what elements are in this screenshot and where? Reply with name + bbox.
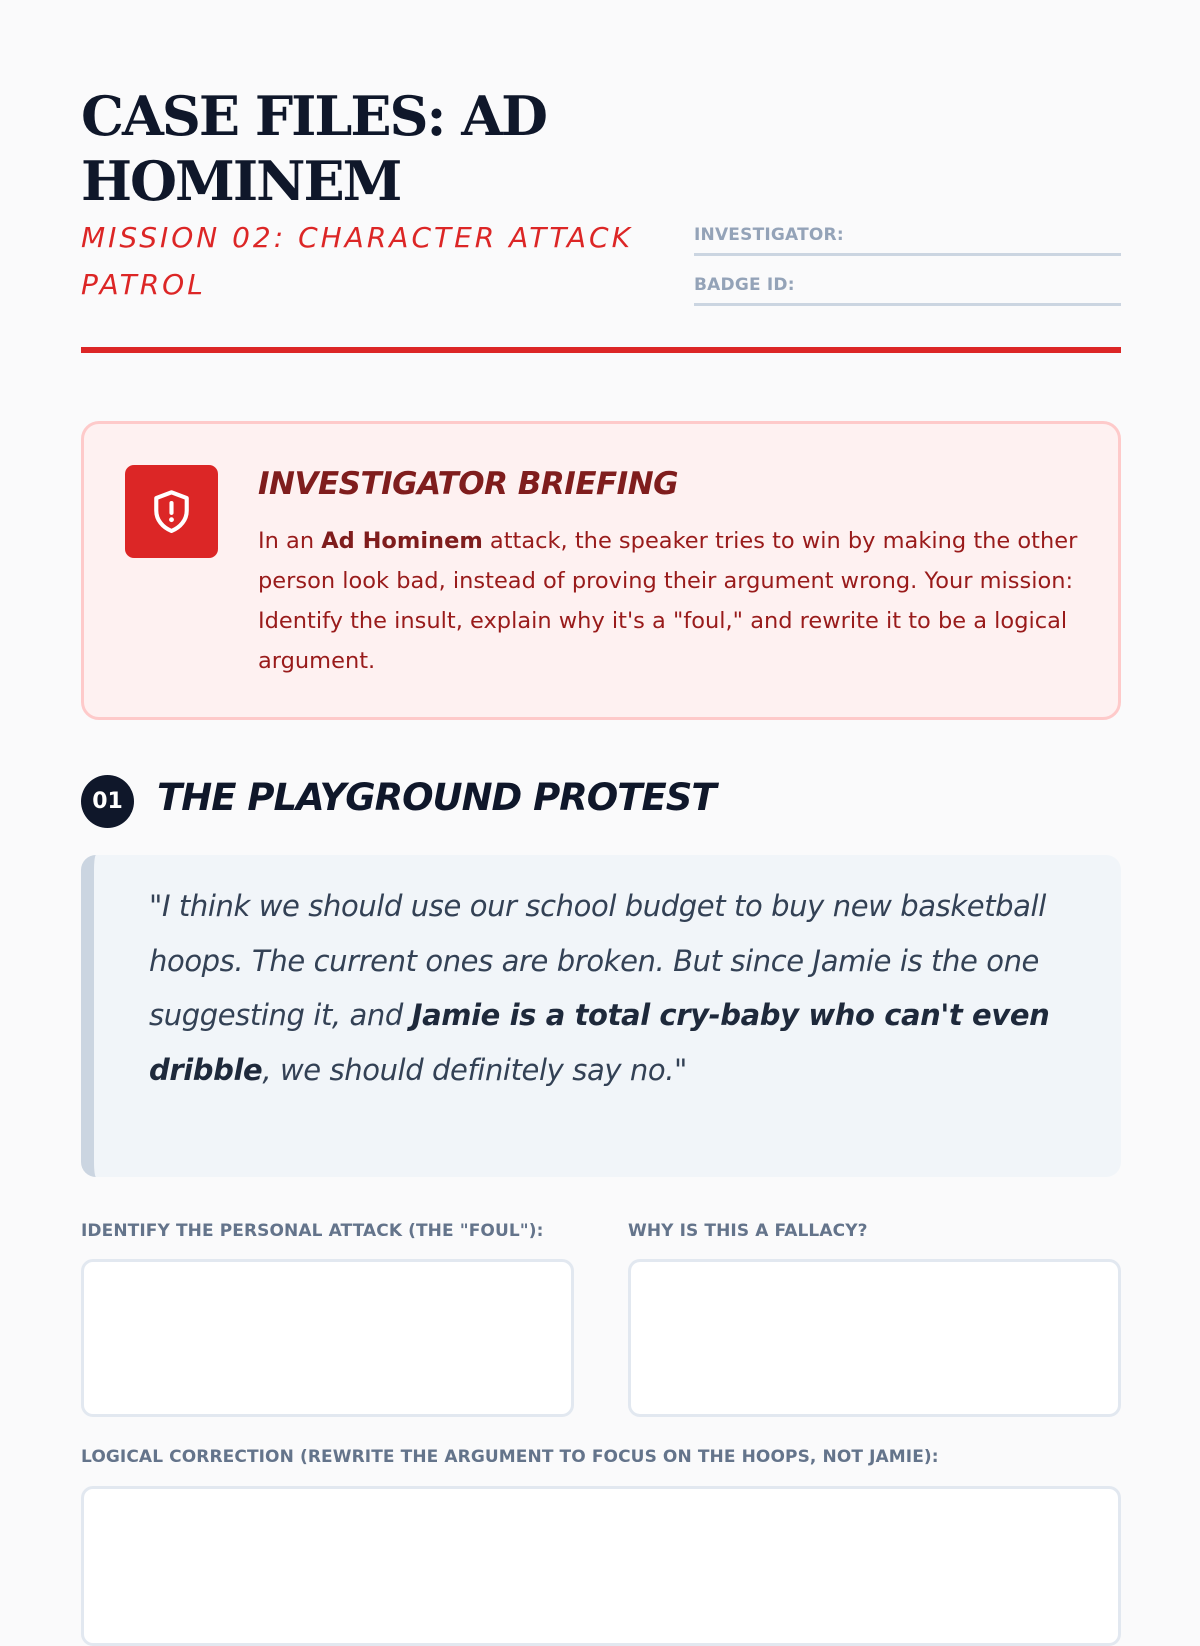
worksheet-page: [81, 0, 1121, 1600]
investigator-field[interactable]: [694, 220, 1121, 256]
logical-correction-answer-box[interactable]: [81, 1486, 1121, 1646]
quote-text-end: , we should definitely say no.": [262, 1052, 687, 1087]
badge-id-label: BADGE ID:: [694, 275, 795, 295]
quote-text-lead: "I think we should use our school budget to buy new basketball hoops. The current ones are broken. But since Jamie is the one suggesting it, and: [149, 889, 1046, 1032]
section-heading: THE PLAYGROUND PROTEST: [157, 776, 716, 819]
page-title: CASE FILES: AD HOMINEM: [81, 84, 547, 213]
mission-subtitle: MISSION 02: CHARACTER ATTACK PATROL: [81, 221, 633, 301]
quote-insult: Jamie is a total cry-baby who can't even dribble: [149, 998, 1050, 1087]
fallacy-reason-answer-box[interactable]: [628, 1259, 1121, 1417]
fallacy-reason-label: WHY IS THIS A FALLACY?: [628, 1221, 868, 1241]
briefing-keyword: Ad Hominem: [321, 528, 483, 554]
briefing-heading: INVESTIGATOR BRIEFING: [258, 466, 679, 502]
investigator-briefing: [81, 421, 1121, 720]
shield-alert-icon: [150, 488, 193, 536]
personal-attack-answer-box[interactable]: [81, 1259, 574, 1417]
section-number-badge: 01: [81, 775, 134, 828]
briefing-text-lead: In an: [258, 528, 322, 554]
investigator-label: INVESTIGATOR:: [694, 225, 844, 245]
scenario-quote: [81, 855, 1121, 1177]
shield-badge: [125, 465, 218, 558]
quote-text: [149, 879, 1069, 1097]
logical-correction-label: LOGICAL CORRECTION (REWRITE THE ARGUMENT TO FOCUS ON THE HOOPS, NOT JAMIE):: [81, 1447, 939, 1467]
briefing-text-rest: attack, the speaker tries to win by making the other person look bad, instead of proving their argument wrong. Your mission: Identify the insult, explain why it's a "foul," and rewrite it to be a logical argument.: [258, 528, 1078, 674]
badge-id-field[interactable]: [694, 270, 1121, 306]
personal-attack-label: IDENTIFY THE PERSONAL ATTACK (THE "FOUL"):: [81, 1221, 544, 1241]
header-divider: [81, 347, 1121, 353]
briefing-text: [258, 521, 1088, 681]
